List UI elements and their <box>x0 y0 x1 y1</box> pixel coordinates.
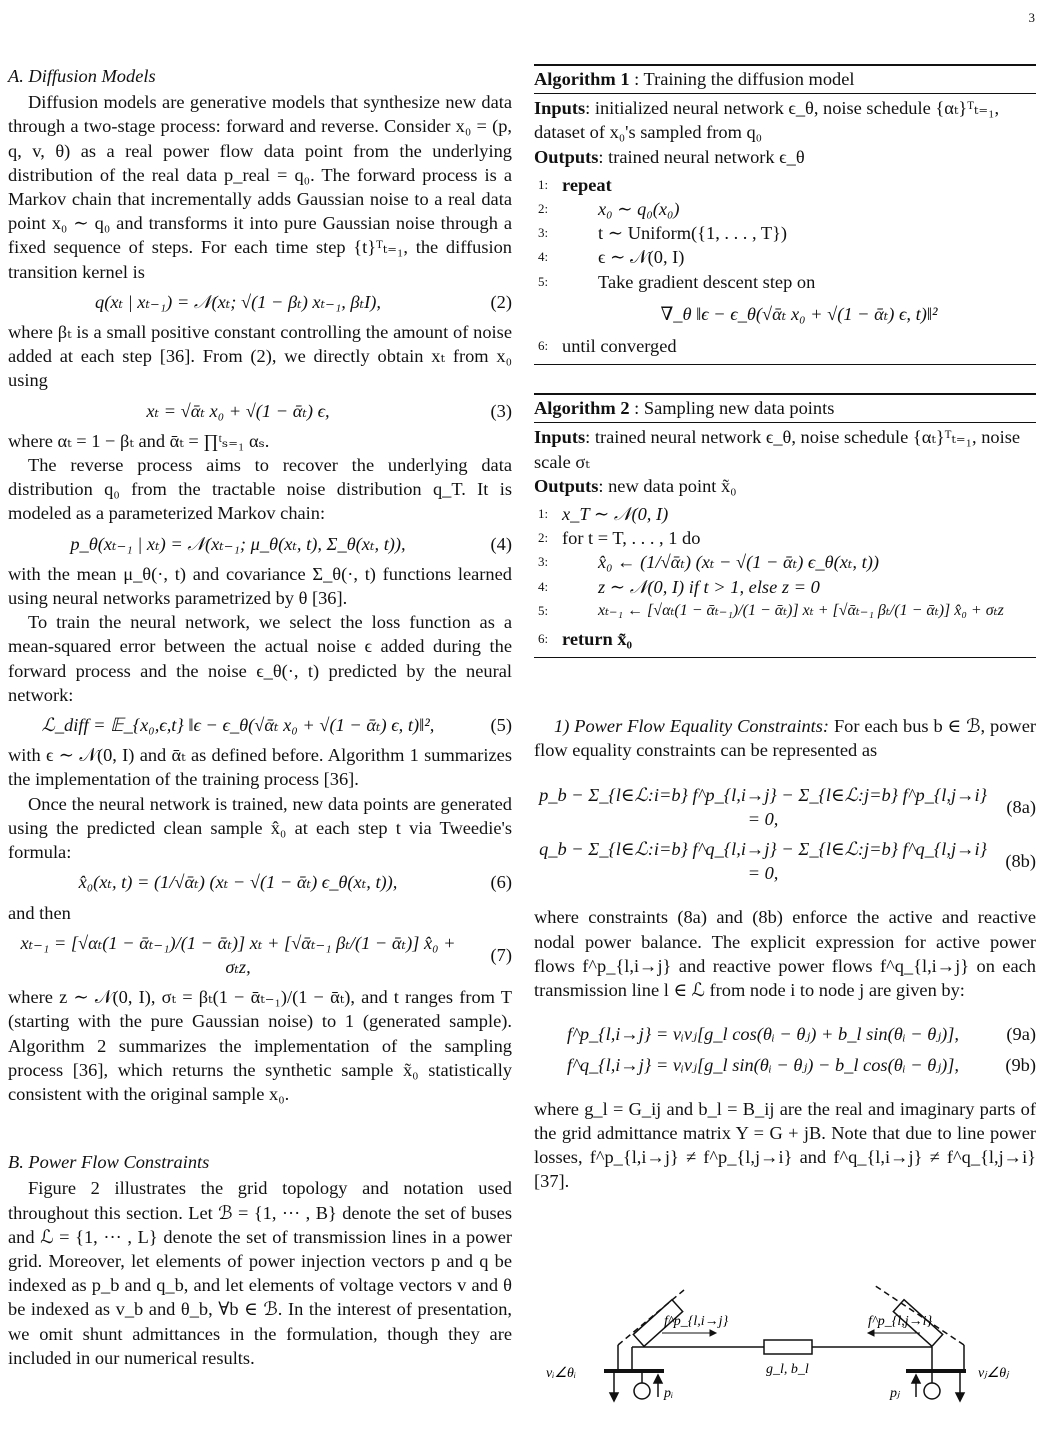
line-text: t ∼ Uniform({1, . . . , T}) <box>598 223 788 244</box>
algorithm-line <box>534 270 1036 294</box>
equation-7 <box>8 931 512 979</box>
bus-i-label: vᵢ∠θᵢ <box>546 1366 577 1381</box>
equation-number: (9a) <box>1006 1024 1036 1045</box>
line-number: 2: <box>538 201 549 217</box>
line-text: x_T ∼ 𝒩(0, I) <box>562 504 669 525</box>
grid-topology-figure <box>534 1285 1036 1431</box>
page-number: 3 <box>1028 10 1035 25</box>
outputs-label: Outputs <box>534 475 599 496</box>
line-text: xₜ₋₁ ← [√αₜ(1 − ᾱₜ₋₁)/(1 − ᾱₜ)] xₜ + [√ᾱₜ₋₁ βₜ/(1 − ᾱₜ)] x̂₀ + σₜz <box>598 601 1004 619</box>
subsection-heading: 1) Power Flow Equality Constraints: <box>554 716 830 737</box>
paragraph: Once the neural network is trained, new data points are generated using the predicted clean sample x̂₀ at each step t via Tweedie's formula: <box>8 793 512 863</box>
equation-body: f^q_{l,i→j} = vᵢvⱼ[g_l sin(θᵢ − θⱼ) − b_l cos(θᵢ − θⱼ)], <box>566 1054 960 1075</box>
line-params-label: g_l, b_l <box>766 1362 809 1377</box>
line-impedance-box <box>764 1340 812 1354</box>
equation-body: q_b − Σ_{l∈ℒ:i=b} f^q_{l,i→j} − Σ_{l∈ℒ:j=b} f^q_{l,j→i} = 0, <box>539 839 987 884</box>
algorithm-line <box>534 502 1036 526</box>
line-text: Take gradient descent step on <box>598 271 816 292</box>
equation-9a <box>534 1022 1036 1046</box>
outputs-text: : trained neural network ϵ_θ <box>598 146 805 167</box>
algorithm-line <box>534 575 1036 599</box>
line-text: ϵ ∼ 𝒩(0, I) <box>598 247 685 268</box>
algorithm-line <box>534 302 1036 326</box>
equation-3 <box>8 399 512 423</box>
line-number: 1: <box>538 176 549 192</box>
algorithm-body <box>534 94 1036 364</box>
equation-number: (3) <box>490 400 512 421</box>
load-i-arrow-icon <box>610 1393 618 1401</box>
paragraph: with the mean μ_θ(·, t) and covariance Σ_θ(·, t) functions learned using neural networks parametrized by θ [36]. <box>8 563 512 609</box>
line-text: for t = T, . . . , 1 do <box>562 528 701 549</box>
equation-body: xₜ = √ᾱₜ x₀ + √(1 − ᾱₜ) ϵ, <box>146 400 330 421</box>
flow-ij-arrow-icon <box>710 1330 716 1336</box>
equation-body: xₜ₋₁ = [√αₜ(1 − ᾱₜ₋₁)/(1 − ᾱₜ)] xₜ + [√ᾱₜ₋₁ βₜ/(1 − ᾱₜ)] x̂₀ + σₜz, <box>20 932 456 977</box>
algorithm-header <box>534 66 1036 94</box>
subsection-text: For each bus b ∈ ℬ, power flow equality constraints can be represented as <box>534 716 1036 761</box>
equation-8a <box>534 783 1036 831</box>
algorithm-line <box>534 173 1036 197</box>
line-number: 4: <box>538 249 549 265</box>
algorithm-body <box>534 423 1036 657</box>
algorithm-line <box>534 334 1036 358</box>
inputs-text: : trained neural network ϵ_θ, noise schedule {αₜ}ᵀₜ₌₁, noise scale σₜ <box>534 427 1021 472</box>
line-number: 6: <box>538 631 549 647</box>
line-text: until converged <box>562 336 677 357</box>
line-number: 3: <box>538 554 549 570</box>
section-heading-diffusion: A. Diffusion Models <box>8 66 156 86</box>
gen-i-circle-icon <box>634 1383 650 1399</box>
algorithm-inputs <box>534 425 1036 473</box>
algorithm-line <box>534 221 1036 245</box>
equation-8b <box>534 837 1036 885</box>
pj-arrow-icon <box>912 1375 920 1383</box>
paragraph <box>534 714 1036 762</box>
line-number: 6: <box>538 338 549 354</box>
algorithm-line <box>534 627 1036 651</box>
line-number: 5: <box>538 273 549 289</box>
line-text: return x̃₀ <box>562 629 633 650</box>
paragraph: where constraints (8a) and (8b) enforce the active and reactive nodal power balance. The explicit expression for active power flows f^p_{l,i→j} and reactive power flows f^q_{l,i→j} on each transmission line l ∈ ℒ from node i to node j are given by: <box>534 907 1036 1001</box>
equation-number: (2) <box>490 291 512 312</box>
left-column <box>8 64 512 1370</box>
equation-body: x̂₀(xₜ, t) = (1/√ᾱₜ) (xₜ − √(1 − ᾱₜ) ϵ_θ(xₜ, t)), <box>78 872 398 893</box>
algorithm-outputs <box>534 145 1036 169</box>
flow-ji-label: f^p_{l,j→i} <box>868 1314 933 1329</box>
right-column <box>534 64 1036 1194</box>
paragraph: Figure 2 illustrates the grid topology and notation used throughout this section. Let ℬ = {1, ··· , B} denote the set of buses and ℒ = {1, ··· , L} denote the set of transmission lines in a power grid. Moreover, let elements of power injection vectors p and q be indexed as p_b and q_b, and let elements of voltage vectors v and θ be indexed as v_b and θ_b, ∀b ∈ ℬ. In the interest of presentation, we omit shunt admittances in the formulation, though they are included in our numerical results. <box>8 1178 512 1368</box>
algorithm-inputs <box>534 96 1036 144</box>
paragraph: where αₜ = 1 − βₜ and ᾱₜ = ∏ᵗₛ₌₁ αₛ. <box>8 430 270 451</box>
equation-4 <box>8 532 512 556</box>
outputs-label: Outputs <box>534 146 599 167</box>
equation-number: (8b) <box>1005 851 1036 872</box>
algorithm-2 <box>534 393 1036 658</box>
equation-2 <box>8 290 512 314</box>
algorithm-line <box>534 197 1036 221</box>
line-number: 5: <box>538 602 549 618</box>
pi-arrow-icon <box>654 1375 662 1383</box>
inputs-label: Inputs <box>534 98 586 119</box>
equation-9b <box>534 1053 1036 1077</box>
algorithm-line <box>534 245 1036 269</box>
paragraph: where g_l = G_ij and b_l = B_ij are the real and imaginary parts of the grid admittance matrix Y = G + jB. Note that due to line power losses, f^p_{l,i→j} ≠ f^p_{l,j→i} and f^q_{l,i→j} ≠ f^q_{l,j→i} [37]. <box>534 1098 1036 1192</box>
equation-number: (7) <box>490 944 512 965</box>
flow-ji-arrow-icon <box>868 1330 874 1336</box>
algorithm-line <box>534 526 1036 550</box>
pj-label: pⱼ <box>890 1386 900 1401</box>
line-number <box>632 302 660 326</box>
equation-body: q(xₜ | xₜ₋₁) = 𝒩(xₜ; √(1 − βₜ) xₜ₋₁, βₜI), <box>95 291 381 312</box>
equation-body: p_b − Σ_{l∈ℒ:i=b} f^p_{l,i→j} − Σ_{l∈ℒ:j=b} f^p_{l,j→i} = 0, <box>539 784 987 829</box>
line-number: 4: <box>538 578 549 594</box>
algorithm-1 <box>534 64 1036 365</box>
algorithm-line <box>534 550 1036 574</box>
section-heading-power-flow: B. Power Flow Constraints <box>8 1152 210 1173</box>
equation-body: ℒ_diff = 𝔼_{x₀,ϵ,t} ‖ϵ − ϵ_θ(√ᾱₜ x₀ + √(1 − ᾱₜ) ϵ, t)‖², <box>41 715 435 736</box>
paragraph: The reverse process aims to recover the underlying data distribution q₀ from the tractable noise distribution q_T. It is modeled as a parameterized Markov chain: <box>8 455 512 524</box>
load-j-arrow-icon <box>956 1393 964 1401</box>
equation-number: (4) <box>490 533 512 554</box>
algorithm-line <box>534 599 1036 623</box>
paragraph: Diffusion models are generative models that synthesize new data through a two-stage process: forward and reverse. Consider x₀ = (p, q, v, θ) as a real power flow data point from the underlying distribution of the real data p_real = q₀. The forward process is a Markov chain that incrementally adds Gaussian noise to a real data point x₀ ∼ q₀ and transforms it into pure Gaussian noise through a fixed sequence of steps. For each time step {t}ᵀₜ₌₁, the diffusion transition kernel is <box>8 92 512 282</box>
equation-number: (6) <box>490 872 512 893</box>
paragraph: where βₜ is a small positive constant controlling the amount of noise added at each step [36]. From (2), we directly obtain xₜ from x₀ using <box>8 322 512 391</box>
equation-5 <box>8 713 512 737</box>
line-text: repeat <box>562 174 612 195</box>
algorithm-header <box>534 395 1036 423</box>
line-text: x₀ ∼ q₀(x₀) <box>598 199 680 220</box>
pi-label: pᵢ <box>664 1386 674 1401</box>
flow-ij-label: f^p_{l,i→j} <box>664 1314 729 1329</box>
algorithm-label: Algorithm 2 <box>534 398 630 419</box>
outputs-text: : new data point x̃₀ <box>598 475 737 496</box>
equation-body: p_θ(xₜ₋₁ | xₜ) = 𝒩(xₜ₋₁; μ_θ(xₜ, t), Σ_θ(xₜ, t)), <box>70 533 406 554</box>
algorithm-title: : Training the diffusion model <box>634 69 855 89</box>
line-number: 2: <box>538 530 549 546</box>
equation-number: (8a) <box>1006 796 1036 817</box>
line-number: 1: <box>538 506 549 522</box>
paragraph: with ϵ ∼ 𝒩(0, I) and ᾱₜ as defined before. Algorithm 1 summarizes the implementation of the training process [36]. <box>8 745 512 790</box>
algorithm-title: : Sampling new data points <box>634 398 835 419</box>
line-text: ∇_θ ‖ϵ − ϵ_θ(√ᾱₜ x₀ + √(1 − ᾱₜ) ϵ, t)‖² <box>660 303 938 324</box>
inputs-text: : initialized neural network ϵ_θ, noise schedule {αₜ}ᵀₜ₌₁, dataset of x₀'s sampled from q₀ <box>534 98 1000 143</box>
equation-6 <box>8 870 512 894</box>
paragraph: To train the neural network, we select the loss function as a mean-squared error between the actual noise ϵ added during the forward process and the noise ϵ_θ(·, t) predicted by the neural network: <box>8 612 512 705</box>
equation-number: (5) <box>490 715 512 736</box>
algorithm-outputs <box>534 474 1036 498</box>
line-number: 3: <box>538 225 549 241</box>
bus-j-label: vⱼ∠θⱼ <box>978 1366 1009 1381</box>
algorithm-label: Algorithm 1 <box>534 69 630 89</box>
equation-body: f^p_{l,i→j} = vᵢvⱼ[g_l cos(θᵢ − θⱼ) + b_l sin(θᵢ − θⱼ)], <box>566 1024 960 1045</box>
inputs-label: Inputs <box>534 427 586 448</box>
equation-number: (9b) <box>1005 1054 1036 1075</box>
paragraph: and then <box>8 902 71 923</box>
paragraph: where z ∼ 𝒩(0, I), σₜ = βₜ(1 − ᾱₜ₋₁)/(1 − ᾱₜ), and t ranges from T (starting with the pure Gaussian noise) to 1 (generated sample). Algorithm 2 summarizes the implementation of the sampling process [36], which returns the synthetic sample x̃₀ statistically consistent with the original sample x₀. <box>8 987 512 1104</box>
line-text: x̂₀ ← (1/√ᾱₜ) (xₜ − √(1 − ᾱₜ) ϵ_θ(xₜ, t)) <box>598 552 879 573</box>
gen-j-circle-icon <box>924 1383 940 1399</box>
line-text: z ∼ 𝒩(0, I) if t > 1, else z = 0 <box>598 576 820 597</box>
